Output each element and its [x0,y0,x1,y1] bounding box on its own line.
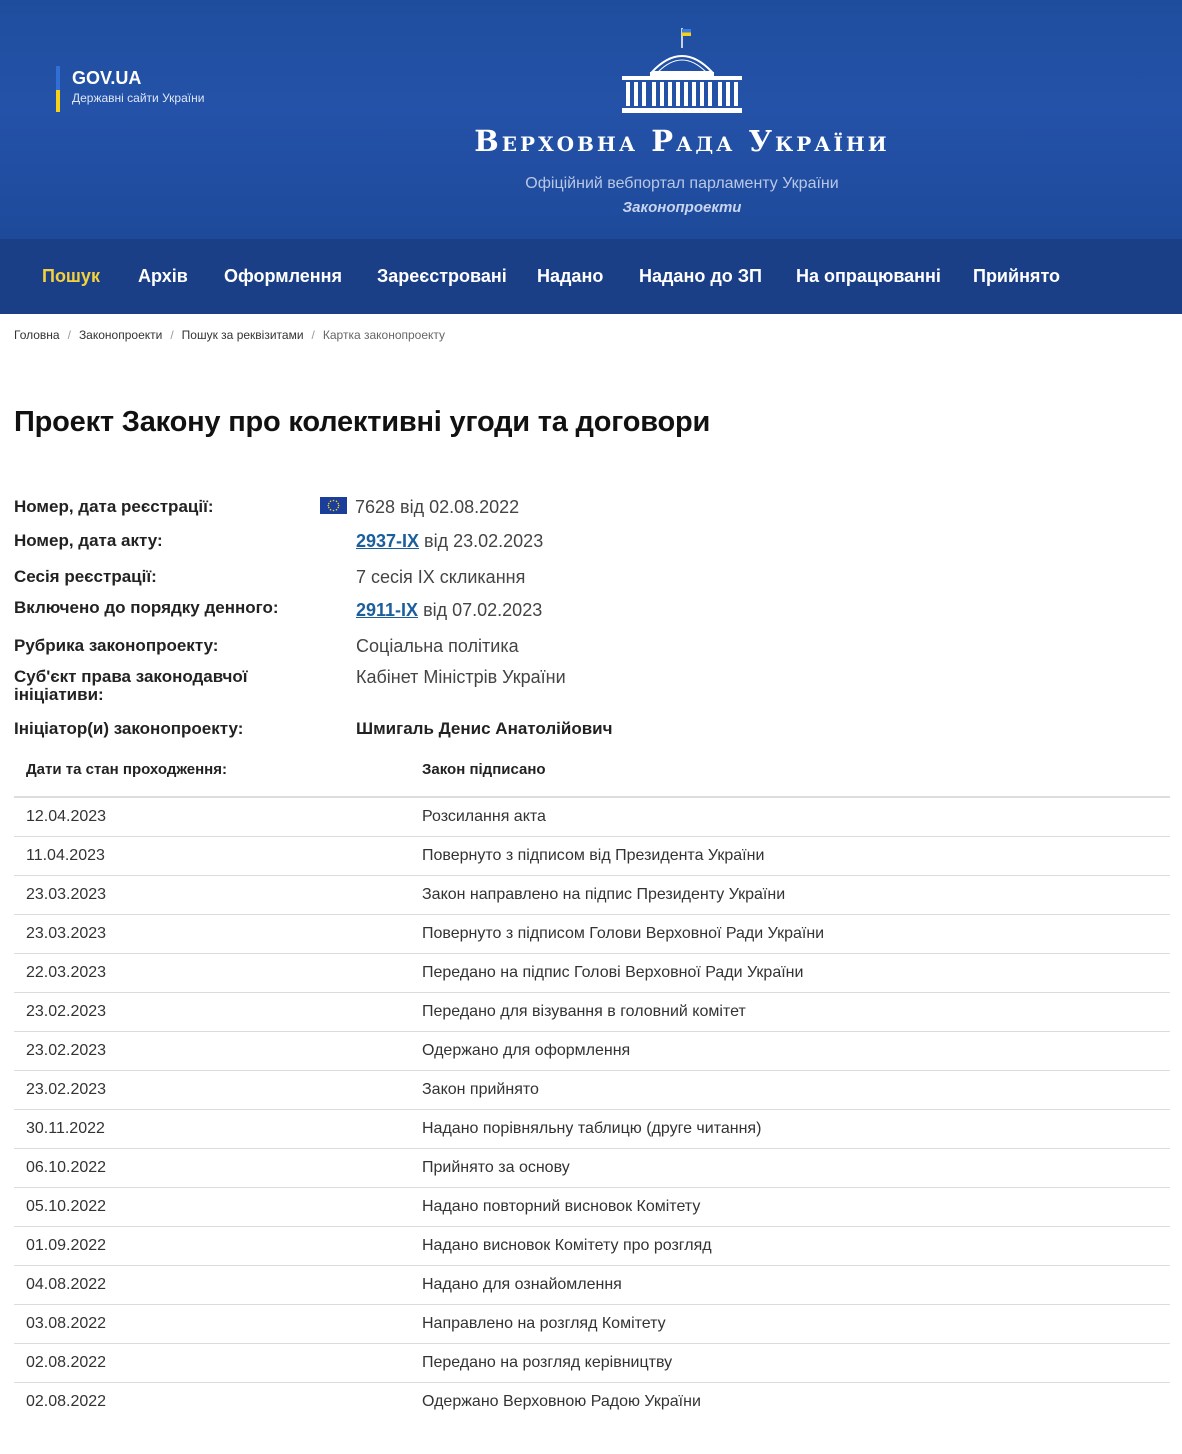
row-date: 23.03.2023 [26,886,107,903]
info-label: Рубрика законопроекту: [14,636,219,655]
row-status: Одержано для оформлення [422,1042,631,1059]
act-number-link[interactable]: 2937-IX [356,531,420,551]
site-subtitle: Офіційний вебпортал парламенту України [525,175,839,192]
table-row [14,1305,1170,1344]
info-label: Суб'єкт права законодавчої ініціативи: [14,667,248,704]
row-status: Повернуто з підписом від Президента України [422,847,765,864]
gov-ua-link[interactable] [56,66,204,112]
row-date: 06.10.2022 [26,1159,107,1176]
row-date: 30.11.2022 [26,1120,105,1137]
page-title: Проект Закону про колективні угоди та договори [14,406,711,438]
row-date: 23.02.2023 [26,1081,107,1098]
site-title[interactable]: Верховна Рада України [474,124,890,158]
row-status: Прийнято за основу [422,1159,570,1176]
info-label: Включено до порядку денного: [14,598,279,617]
table-row [14,1227,1170,1266]
table-row [14,1149,1170,1188]
info-value: Соціальна політика [356,636,519,656]
table-row [14,954,1170,993]
table-row [14,1383,1170,1422]
eu-flag-icon [320,497,347,514]
row-date: 01.09.2022 [26,1237,107,1254]
column-header-dates: Дати та стан проходження: [26,761,227,778]
row-status: Передано на підпис Голові Верховної Ради України [422,964,804,981]
row-date: 02.08.2022 [26,1354,107,1371]
gov-ua-subtitle: Державні сайти України [72,91,205,105]
table-row [14,798,1170,837]
nav-item-search[interactable]: Пошук [42,266,100,286]
table-row [14,837,1170,876]
initiator-name: Шмигаль Денис Анатолійович [356,719,613,738]
row-status: Закон прийнято [422,1081,539,1098]
table-row [14,1266,1170,1305]
main-nav [0,239,1182,314]
breadcrumb-search[interactable]: Пошук за реквізитами [181,328,304,342]
row-status: Надано повторний висновок Комітету [422,1198,701,1215]
nav-item-registered[interactable]: Зареєстровані [377,266,507,286]
gov-ua-title: GOV.UA [72,68,142,88]
act-date: від 23.02.2023 [419,531,544,551]
parliament-building-icon[interactable] [620,26,744,116]
status-table [14,753,1170,1422]
table-row [14,1071,1170,1110]
row-date: 12.04.2023 [26,808,107,825]
nav-item-submitted[interactable]: Надано [537,266,604,286]
table-row [14,1188,1170,1227]
table-header [14,753,1170,798]
info-value [356,599,542,621]
row-status: Одержано Верховною Радою України [422,1393,701,1410]
nav-item-submitted-zp[interactable]: Надано до ЗП [639,266,762,286]
registration-value: 7628 від 02.08.2022 [355,497,520,517]
breadcrumb-current: Картка законопроекту [322,328,446,342]
table-row [14,876,1170,915]
nav-item-in-progress[interactable]: На опрацюванні [796,266,941,286]
breadcrumb-bills[interactable]: Законопроекти [78,328,163,342]
table-row [14,1032,1170,1071]
breadcrumb-separator: / [311,328,315,342]
nav-item-formatting[interactable]: Оформлення [224,266,343,286]
section-name: Законопроекти [622,199,742,216]
row-status: Повернуто з підписом Голови Верховної Ради України [422,925,825,942]
row-date: 22.03.2023 [26,964,107,981]
info-label: Ініціатор(и) законопроекту: [14,719,244,738]
nav-item-adopted[interactable]: Прийнято [973,266,1061,286]
agenda-number-link[interactable]: 2911-IX [356,600,419,620]
row-status: Надано для ознайомлення [422,1276,622,1293]
row-status: Закон направлено на підпис Президенту України [422,886,786,903]
row-date: 23.02.2023 [26,1042,107,1059]
row-date: 02.08.2022 [26,1393,107,1410]
info-label: Номер, дата акту: [14,531,163,550]
row-date: 04.08.2022 [26,1276,107,1293]
row-date: 23.02.2023 [26,1003,107,1020]
breadcrumb-home[interactable]: Головна [14,328,60,342]
row-date: 05.10.2022 [26,1198,107,1215]
row-status: Розсилання акта [422,808,546,825]
ukraine-flag-bar [56,66,60,112]
row-status: Надано висновок Комітету про розгляд [422,1237,712,1254]
info-value: Кабінет Міністрів України [356,667,566,687]
agenda-date: від 07.02.2023 [418,600,543,620]
row-date: 23.03.2023 [26,925,107,942]
breadcrumb [14,328,445,342]
nav-item-archive[interactable]: Архів [138,266,188,286]
info-value [356,530,543,552]
row-status: Надано порівняльну таблицю (друге читання) [422,1120,762,1137]
info-value [356,496,519,518]
column-header-status: Закон підписано [422,761,546,778]
row-status: Передано для візування в головний комітет [422,1003,746,1020]
table-row [14,1344,1170,1383]
info-label: Номер, дата реєстрації: [14,497,214,516]
row-status: Направлено на розгляд Комітету [422,1315,666,1332]
site-header [0,0,1182,239]
table-row [14,993,1170,1032]
breadcrumb-separator: / [170,328,174,342]
table-row [14,1110,1170,1149]
info-label: Сесія реєстрації: [14,567,157,586]
table-row [14,915,1170,954]
row-date: 03.08.2022 [26,1315,107,1332]
row-status: Передано на розгляд керівництву [422,1354,673,1371]
row-date: 11.04.2023 [26,847,105,864]
info-value: 7 сесія IX скликання [356,567,526,587]
breadcrumb-separator: / [67,328,71,342]
